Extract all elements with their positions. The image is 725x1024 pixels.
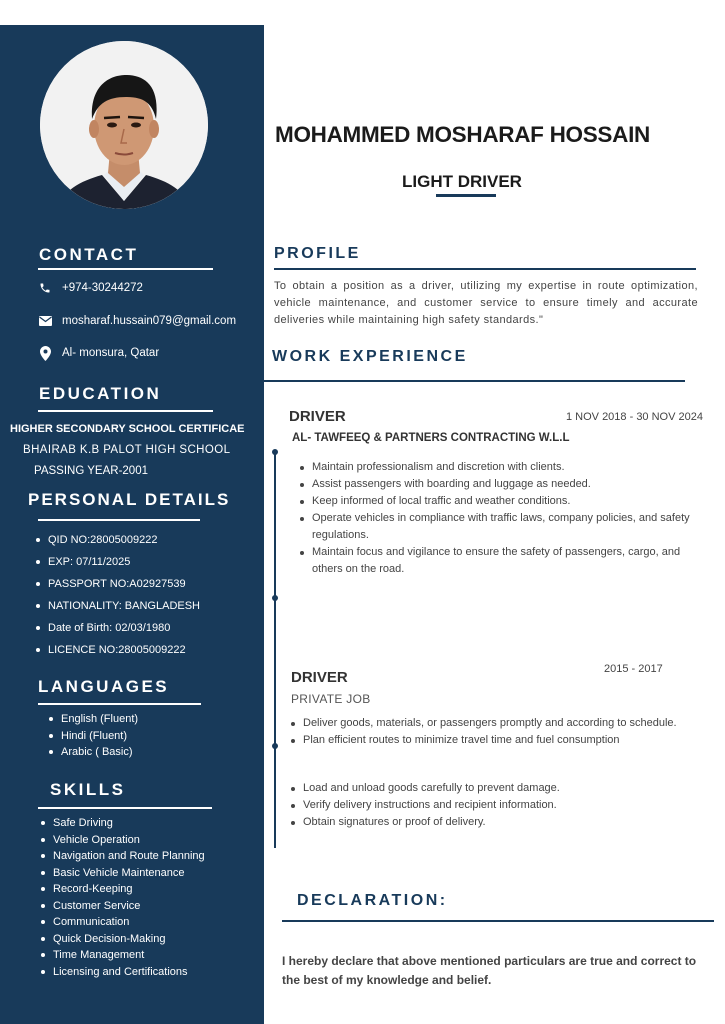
timeline-dot: [272, 743, 278, 749]
candidate-name: MOHAMMED MOSHARAF HOSSAIN: [275, 122, 650, 147]
phone-icon: [38, 281, 52, 295]
sidebar: [0, 25, 264, 1024]
list-item: Obtain signatures or proof of delivery.: [291, 814, 687, 831]
list-item: LICENCE NO:28005009222: [36, 639, 200, 661]
list-item: EXP: 07/11/2025: [36, 551, 200, 573]
profile-photo: [40, 41, 208, 209]
list-item: Deliver goods, materials, or passengers promptly and according to schedule.: [291, 715, 687, 732]
languages-list: [49, 711, 138, 761]
languages-rule: [38, 703, 201, 705]
education-school: BHAIRAB K.B PALOT HIGH SCHOOL: [23, 444, 231, 456]
skills-heading: SKILLS: [50, 780, 126, 799]
list-item: Time Management: [41, 947, 205, 964]
education-degree: HIGHER SECONDARY SCHOOL CERTIFICAE: [10, 423, 245, 435]
contact-rule: [38, 268, 213, 270]
list-item: Vehicle Operation: [41, 832, 205, 849]
list-item: Safe Driving: [41, 815, 205, 832]
list-item: Verify delivery instructions and recipient information.: [291, 797, 687, 814]
work-experience-heading: WORK EXPERIENCE: [272, 348, 468, 365]
job-2-dates: 2015 - 2017: [604, 663, 663, 675]
list-item: Operate vehicles in compliance with traffic laws, company policies, and safety regulations.: [300, 510, 712, 544]
list-item: Assist passengers with boarding and luggage as needed.: [300, 476, 712, 493]
job-1-company: AL- TAWFEEQ & PARTNERS CONTRACTING W.L.L: [292, 432, 570, 444]
job-1-dates: 1 NOV 2018 - 30 NOV 2024: [566, 411, 703, 423]
email-icon: [38, 314, 52, 328]
list-item: Record-Keeping: [41, 881, 205, 898]
location-text: Al- monsura, Qatar: [62, 347, 160, 359]
list-item: Arabic ( Basic): [49, 744, 138, 761]
list-item: Basic Vehicle Maintenance: [41, 865, 205, 882]
list-item: Licensing and Certifications: [41, 964, 205, 981]
list-item: QID NO:28005009222: [36, 529, 200, 551]
job-2-role: DRIVER: [291, 669, 348, 686]
list-item: PASSPORT NO:A02927539: [36, 573, 200, 595]
education-year: PASSING YEAR-2001: [34, 465, 148, 477]
skills-rule: [38, 807, 212, 809]
phone-row: [38, 281, 143, 295]
personal-details-heading: PERSONAL DETAILS: [28, 490, 231, 509]
job-2-duties-a: [291, 715, 687, 749]
list-item: Load and unload goods carefully to prevent damage.: [291, 780, 687, 797]
personal-details-rule: [38, 519, 200, 521]
list-item: Date of Birth: 02/03/1980: [36, 617, 200, 639]
education-heading: EDUCATION: [39, 384, 162, 403]
email-address[interactable]: mosharaf.hussain079@gmail.com: [62, 315, 237, 327]
list-item: Plan efficient routes to minimize travel time and fuel consumption: [291, 732, 687, 749]
declaration-text: I hereby declare that above mentioned particulars are true and correct to the best of my knowledge and belief.: [282, 954, 697, 987]
job-title: LIGHT DRIVER: [402, 172, 522, 191]
list-item: NATIONALITY: BANGLADESH: [36, 595, 200, 617]
list-item: Keep informed of local traffic and weather conditions.: [300, 493, 712, 510]
profile-text: To obtain a position as a driver, utilizing my expertise in route optimization, vehicle maintenance, and customer service to ensure timely and accurate deliveries while maintaining high safety standards.": [274, 280, 698, 326]
list-item: English (Fluent): [49, 711, 138, 728]
location-pin-icon: [38, 346, 52, 360]
location-row: [38, 346, 159, 360]
timeline-line: [274, 452, 276, 848]
work-experience-rule: [264, 380, 685, 382]
timeline-dot: [272, 449, 278, 455]
list-item: Hindi (Fluent): [49, 728, 138, 745]
list-item: Quick Decision-Making: [41, 931, 205, 948]
job-title-underline: [436, 194, 496, 197]
list-item: Maintain focus and vigilance to ensure the safety of passengers, cargo, and others on the road.: [300, 544, 712, 578]
declaration-heading: DECLARATION:: [297, 892, 448, 909]
declaration-rule: [282, 920, 714, 922]
contact-heading: CONTACT: [39, 245, 139, 264]
phone-number: +974-30244272: [62, 282, 143, 294]
personal-details-list: [36, 529, 200, 661]
job-2-company: PRIVATE JOB: [291, 692, 371, 706]
profile-rule: [274, 268, 696, 270]
list-item: Maintain professionalism and discretion with clients.: [300, 459, 712, 476]
list-item: Customer Service: [41, 898, 205, 915]
languages-heading: LANGUAGES: [38, 677, 170, 696]
job-1-role: DRIVER: [289, 408, 346, 425]
profile-heading: PROFILE: [274, 245, 361, 262]
email-row: [38, 314, 236, 328]
skills-list: [41, 815, 205, 980]
education-rule: [38, 410, 213, 412]
job-1-duties: [300, 459, 712, 578]
portrait-illustration: [40, 41, 208, 209]
job-2-duties-b: [291, 780, 687, 831]
list-item: Navigation and Route Planning: [41, 848, 205, 865]
list-item: Communication: [41, 914, 205, 931]
timeline-dot: [272, 595, 278, 601]
